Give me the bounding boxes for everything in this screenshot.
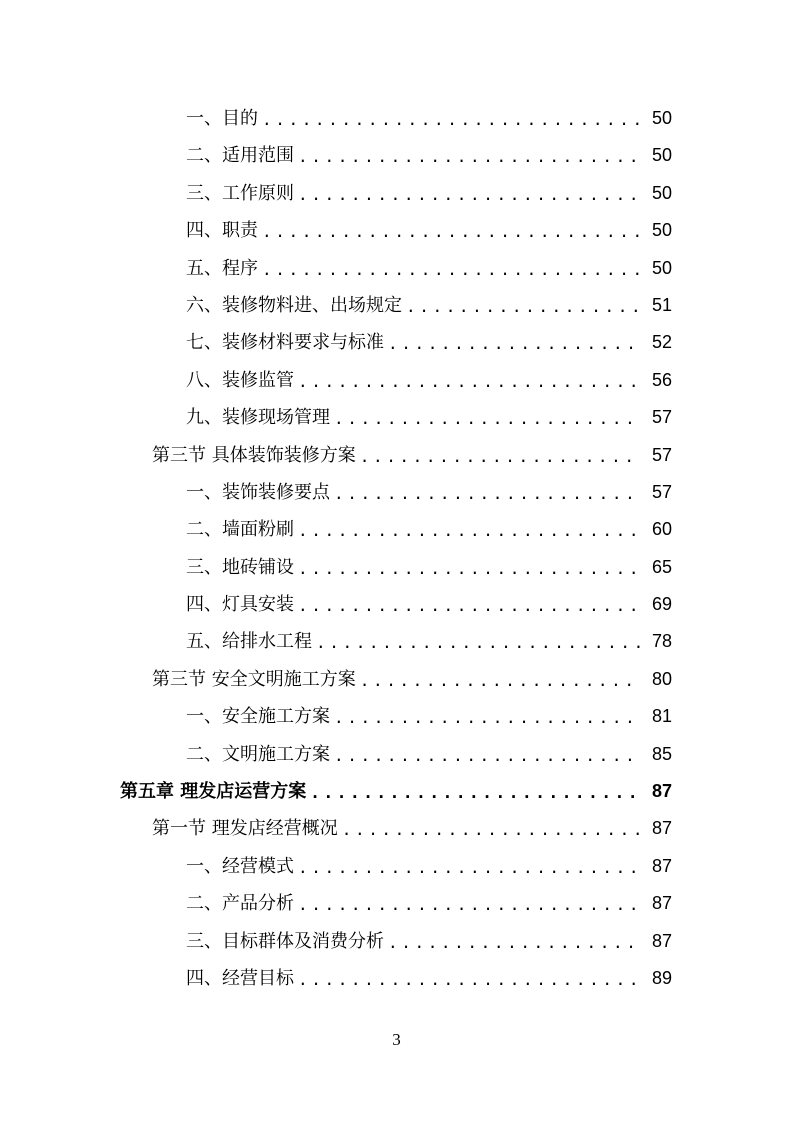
- toc-entry[interactable]: [0, 212, 793, 249]
- toc-leader-dots: [298, 960, 640, 997]
- toc-entry-title: 五、给排水工程: [186, 631, 312, 653]
- toc-entry-page: 50: [651, 257, 672, 278]
- toc-entry-title: 五、程序: [186, 257, 258, 279]
- toc-entry-title: 第三节 安全文明施工方案: [152, 668, 356, 690]
- toc-entry-page: 87: [651, 781, 672, 802]
- toc-entry-page: 57: [651, 444, 672, 465]
- toc-entry-title: 七、装修材料要求与标准: [186, 332, 384, 354]
- toc-entry-page: 87: [651, 818, 672, 839]
- toc-entry-page: 60: [651, 519, 672, 540]
- toc-leader-dots: [262, 212, 640, 249]
- toc-entry-title: 三、工作原则: [186, 182, 294, 204]
- toc-entry-title: 三、地砖铺设: [186, 556, 294, 578]
- toc-leader-dots: [298, 175, 640, 212]
- toc-entry-title: 第三节 具体装饰装修方案: [152, 444, 356, 466]
- toc-entry-page: 80: [651, 668, 672, 689]
- toc-leader-dots: [298, 511, 640, 548]
- toc-entry-page: 87: [651, 893, 672, 914]
- toc-leader-dots: [298, 137, 640, 174]
- toc-leader-dots: [334, 736, 640, 773]
- toc-entry-page: 87: [651, 930, 672, 951]
- toc-entry-page: 51: [651, 294, 672, 315]
- toc-entry[interactable]: [0, 623, 793, 660]
- toc-leader-dots: [298, 586, 640, 623]
- toc-entry[interactable]: [0, 960, 793, 997]
- toc-entry-title: 一、目的: [186, 108, 258, 129]
- toc-entry-title: 一、经营模式: [186, 855, 294, 877]
- toc-leader-dots: [334, 698, 640, 735]
- toc-entry-page: 65: [651, 556, 672, 577]
- toc-leader-dots: [298, 885, 640, 922]
- toc-entry[interactable]: [0, 698, 793, 735]
- page-number: 3: [392, 1030, 401, 1049]
- toc-entry[interactable]: [0, 100, 793, 137]
- toc-entry-page: 81: [651, 706, 672, 727]
- toc-entry-page: 52: [651, 332, 672, 353]
- toc-entry-page: 57: [651, 407, 672, 428]
- toc-leader-dots: [342, 810, 640, 847]
- toc-entry[interactable]: [0, 474, 793, 511]
- toc-leader-dots: [298, 848, 640, 885]
- toc-entry-title: 九、装修现场管理: [186, 407, 330, 429]
- table-of-contents: [0, 100, 793, 997]
- toc-entry-title: 二、文明施工方案: [186, 743, 330, 765]
- toc-entry[interactable]: [0, 362, 793, 399]
- toc-entry[interactable]: [0, 586, 793, 623]
- toc-entry-title: 四、经营目标: [186, 967, 294, 989]
- toc-entry[interactable]: [0, 137, 793, 174]
- toc-entry-title: 四、职责: [186, 220, 258, 242]
- toc-entry-title: 二、适用范围: [186, 145, 294, 167]
- toc-entry[interactable]: [0, 250, 793, 287]
- toc-entry[interactable]: [0, 287, 793, 324]
- toc-leader-dots: [334, 474, 640, 511]
- toc-entry[interactable]: [0, 511, 793, 548]
- toc-entry-title: 六、装修物料进、出场规定: [186, 294, 402, 316]
- toc-entry-title: 四、灯具安装: [186, 594, 294, 616]
- toc-section-entry[interactable]: [0, 437, 793, 474]
- toc-entry[interactable]: [0, 736, 793, 773]
- toc-leader-dots: [316, 623, 640, 660]
- toc-leader-dots: [406, 287, 640, 324]
- toc-entry-title: 第五章 理发店运营方案: [120, 781, 307, 803]
- toc-entry-page: 89: [651, 967, 672, 988]
- toc-entry-page: 50: [651, 108, 672, 128]
- toc-entry-page: 78: [651, 631, 672, 652]
- toc-entry[interactable]: [0, 175, 793, 212]
- toc-entry-title: 第一节 理发店经营概况: [152, 818, 338, 840]
- toc-entry[interactable]: [0, 885, 793, 922]
- toc-entry-title: 二、产品分析: [186, 893, 294, 915]
- toc-entry-title: 三、目标群体及消费分析: [186, 930, 384, 952]
- toc-entry-page: 57: [651, 481, 672, 502]
- toc-leader-dots: [388, 324, 640, 361]
- toc-entry-title: 八、装修监管: [186, 369, 294, 391]
- toc-entry-page: 69: [651, 594, 672, 615]
- toc-entry-page: 56: [651, 369, 672, 390]
- toc-entry[interactable]: [0, 549, 793, 586]
- toc-entry[interactable]: [0, 324, 793, 361]
- toc-section-entry[interactable]: [0, 810, 793, 847]
- toc-leader-dots: [334, 399, 640, 436]
- toc-leader-dots: [388, 923, 640, 960]
- toc-leader-dots: [310, 773, 640, 810]
- toc-entry-page: 87: [651, 855, 672, 876]
- toc-entry-page: 50: [651, 145, 672, 166]
- toc-entry-title: 一、装饰装修要点: [186, 481, 330, 503]
- toc-entry[interactable]: [0, 923, 793, 960]
- toc-leader-dots: [298, 362, 640, 399]
- toc-entry[interactable]: [0, 399, 793, 436]
- toc-section-entry[interactable]: [0, 661, 793, 698]
- toc-leader-dots: [262, 250, 640, 287]
- toc-leader-dots: [360, 437, 640, 474]
- toc-leader-dots: [360, 661, 640, 698]
- toc-leader-dots: [262, 100, 640, 137]
- toc-entry-page: 50: [651, 220, 672, 241]
- toc-leader-dots: [298, 549, 640, 586]
- toc-entry-page: 85: [651, 743, 672, 764]
- toc-chapter-entry[interactable]: [0, 773, 793, 810]
- toc-entry[interactable]: [0, 848, 793, 885]
- toc-entry-page: 50: [651, 182, 672, 203]
- toc-entry-title: 一、安全施工方案: [186, 706, 330, 728]
- toc-entry-title: 二、墙面粉刷: [186, 519, 294, 541]
